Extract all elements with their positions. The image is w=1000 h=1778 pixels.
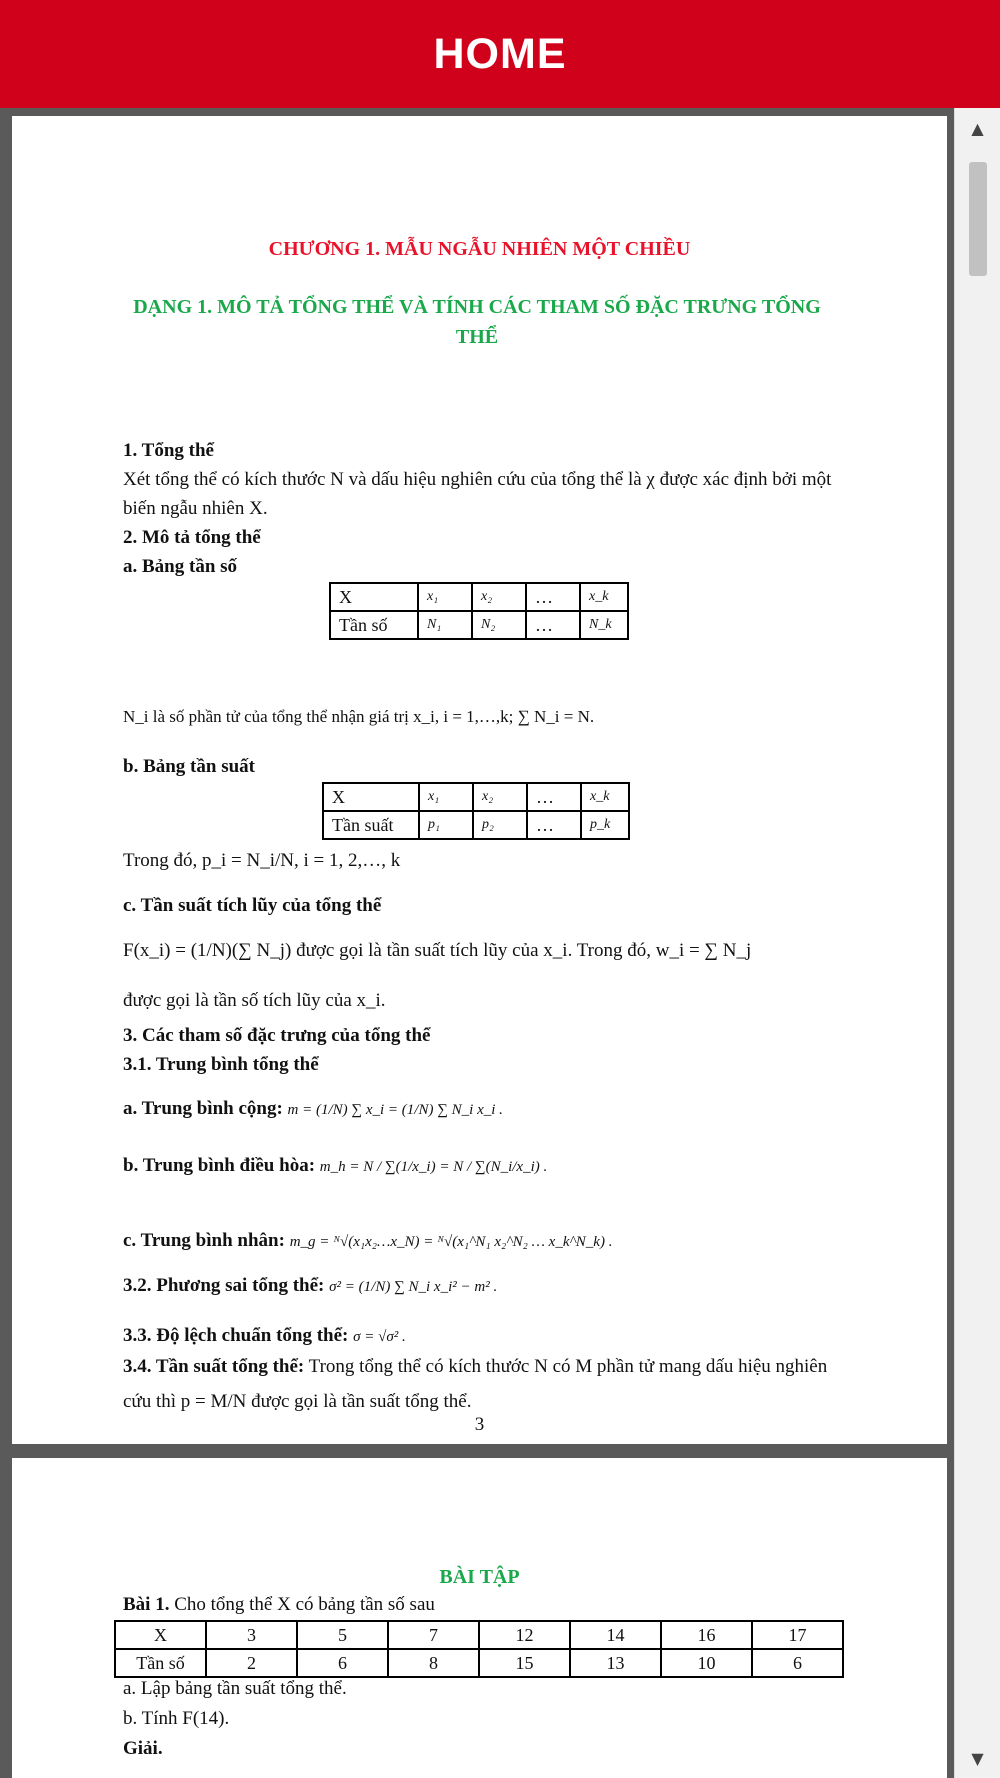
table-cell: x_k xyxy=(581,783,629,811)
formula-label: 3.3. Độ lệch chuẩn tổng thể: xyxy=(123,1325,349,1346)
table-cell: 3 xyxy=(206,1621,297,1649)
question-a: a. Lập bảng tần suất tổng thể. xyxy=(123,1678,347,1699)
formula-label: a. Trung bình cộng: xyxy=(123,1098,283,1119)
formula: m = (1/N) ∑ x_i = (1/N) ∑ N_i x_i . xyxy=(287,1102,503,1118)
table-cell: 17 xyxy=(752,1621,843,1649)
paragraph-tong-the: Xét tổng thể có kích thước N và dấu hiệu nghiên cứu của tổng thể là χ được xác định bởi một biến ngẫu nhiên X. xyxy=(123,469,832,519)
app-header xyxy=(0,0,1000,108)
formula-variance xyxy=(123,1271,853,1302)
heading-tham-so: 3. Các tham số đặc trưng của tổng thể xyxy=(123,1025,431,1046)
population-proportion xyxy=(123,1349,853,1419)
formula-geometric-mean xyxy=(123,1226,853,1257)
heading-bang-tan-so: a. Bảng tần số xyxy=(123,556,238,577)
document-page xyxy=(12,1458,947,1778)
formula: σ = √σ² . xyxy=(353,1329,406,1345)
table-cell: Tần số xyxy=(115,1649,206,1677)
relative-frequency-note: Trong đó, p_i = N_i/N, i = 1, 2,…, k xyxy=(123,850,401,871)
formula-arithmetic-mean xyxy=(123,1094,853,1125)
table-cell: … xyxy=(527,811,581,839)
table-row xyxy=(115,1649,843,1677)
table-cell: 13 xyxy=(570,1649,661,1677)
table-cell: 2 xyxy=(206,1649,297,1677)
formula-std-dev xyxy=(123,1321,853,1352)
heading-bang-tan-suat: b. Bảng tần suất xyxy=(123,756,255,777)
exercise-1-prompt xyxy=(123,1590,853,1619)
formula-label: 3.4. Tần suất tổng thể: xyxy=(123,1356,305,1377)
formula: m_g = ᴺ√(x₁x₂…x_N) = ᴺ√(x₁^N₁ x₂^N₂ … x_k^N_k) . xyxy=(289,1234,613,1250)
table-cell: x₂ xyxy=(473,783,527,811)
frequency-table xyxy=(329,582,629,640)
scrollbar-thumb[interactable] xyxy=(969,162,987,276)
table-cell: N₂ xyxy=(472,611,526,639)
cumulative-text-2: được gọi là tần số tích lũy của x_i. xyxy=(123,990,386,1011)
scroll-down-arrow-icon[interactable]: ▼ xyxy=(971,1748,984,1768)
question-b: b. Tính F(14). xyxy=(123,1708,230,1729)
table-cell: … xyxy=(526,611,580,639)
table-cell: 7 xyxy=(388,1621,479,1649)
formula-label: b. Trung bình điều hòa: xyxy=(123,1155,316,1176)
document-page xyxy=(12,116,947,1444)
document-viewer[interactable] xyxy=(0,108,1000,1778)
table-cell: x₁ xyxy=(419,783,473,811)
formula-label: 3.2. Phương sai tổng thể: xyxy=(123,1275,325,1296)
table-cell: 12 xyxy=(479,1621,570,1649)
table-row xyxy=(323,783,629,811)
relative-frequency-table xyxy=(322,782,630,840)
table-cell: x_k xyxy=(580,583,628,611)
scroll-up-arrow-icon[interactable]: ▲ xyxy=(971,118,984,138)
table-row xyxy=(330,583,628,611)
table-cell: x₁ xyxy=(418,583,472,611)
table-cell: 16 xyxy=(661,1621,752,1649)
table-cell: X xyxy=(115,1621,206,1649)
chapter-title: CHƯƠNG 1. MẪU NGẪU NHIÊN MỘT CHIỀU xyxy=(268,238,691,260)
table-cell: 6 xyxy=(752,1649,843,1677)
vertical-scrollbar[interactable] xyxy=(954,108,1000,1778)
table-cell: N₁ xyxy=(418,611,472,639)
table-cell: X xyxy=(323,783,419,811)
table-cell: Tần suất xyxy=(323,811,419,839)
table-cell: 6 xyxy=(297,1649,388,1677)
table-row xyxy=(330,611,628,639)
formula: σ² = (1/N) ∑ N_i x_i² − m² . xyxy=(329,1279,498,1295)
heading-mo-ta: 2. Mô tả tổng thể xyxy=(123,527,261,548)
paragraph: Trong tổng thể có kích thước N có M phần tử mang dấu hiệu nghiên cứu thì p = M/N được gọi là tần suất tổng thể. xyxy=(123,1356,828,1412)
solution-label: Giải. xyxy=(123,1738,163,1759)
exercise-label: Bài 1. xyxy=(123,1594,170,1615)
table-cell: X xyxy=(330,583,418,611)
table-cell: p₂ xyxy=(473,811,527,839)
formula-label: c. Trung bình nhân: xyxy=(123,1230,285,1251)
exercise-frequency-table xyxy=(114,1620,844,1678)
table-cell: 14 xyxy=(570,1621,661,1649)
table-cell: 5 xyxy=(297,1621,388,1649)
exercise-title: BÀI TẬP xyxy=(439,1566,520,1588)
section-title: DẠNG 1. MÔ TẢ TỔNG THỂ VÀ TÍNH CÁC THAM SỐ ĐẶC TRƯNG TỔNG THỂ xyxy=(133,296,821,348)
home-title[interactable]: HOME xyxy=(433,29,567,78)
formula-harmonic-mean xyxy=(123,1151,853,1182)
table-cell: N_k xyxy=(580,611,628,639)
cumulative-text: F(x_i) = (1/N)(∑ N_j) được gọi là tần suất tích lũy của x_i. Trong đó, w_i = ∑ N_j xyxy=(123,940,752,961)
table-cell: p₁ xyxy=(419,811,473,839)
table-cell: … xyxy=(526,583,580,611)
frequency-note: N_i là số phần tử của tổng thể nhận giá trị x_i, i = 1,…,k; ∑ N_i = N. xyxy=(123,707,595,726)
heading-tong-the: 1. Tổng thể xyxy=(123,440,214,461)
table-cell: 15 xyxy=(479,1649,570,1677)
page-number: 3 xyxy=(474,1414,485,1435)
table-cell: … xyxy=(527,783,581,811)
exercise-text: Cho tổng thể X có bảng tần số sau xyxy=(174,1594,435,1615)
table-row xyxy=(115,1621,843,1649)
heading-tan-suat-tich-luy: c. Tần suất tích lũy của tổng thể xyxy=(123,895,382,916)
table-row xyxy=(323,811,629,839)
heading-trung-binh: 3.1. Trung bình tổng thể xyxy=(123,1054,319,1075)
table-cell: p_k xyxy=(581,811,629,839)
table-cell: 10 xyxy=(661,1649,752,1677)
formula: m_h = N / ∑(1/x_i) = N / ∑(N_i/x_i) . xyxy=(319,1159,548,1175)
table-cell: x₂ xyxy=(472,583,526,611)
table-cell: Tần số xyxy=(330,611,418,639)
table-cell: 8 xyxy=(388,1649,479,1677)
